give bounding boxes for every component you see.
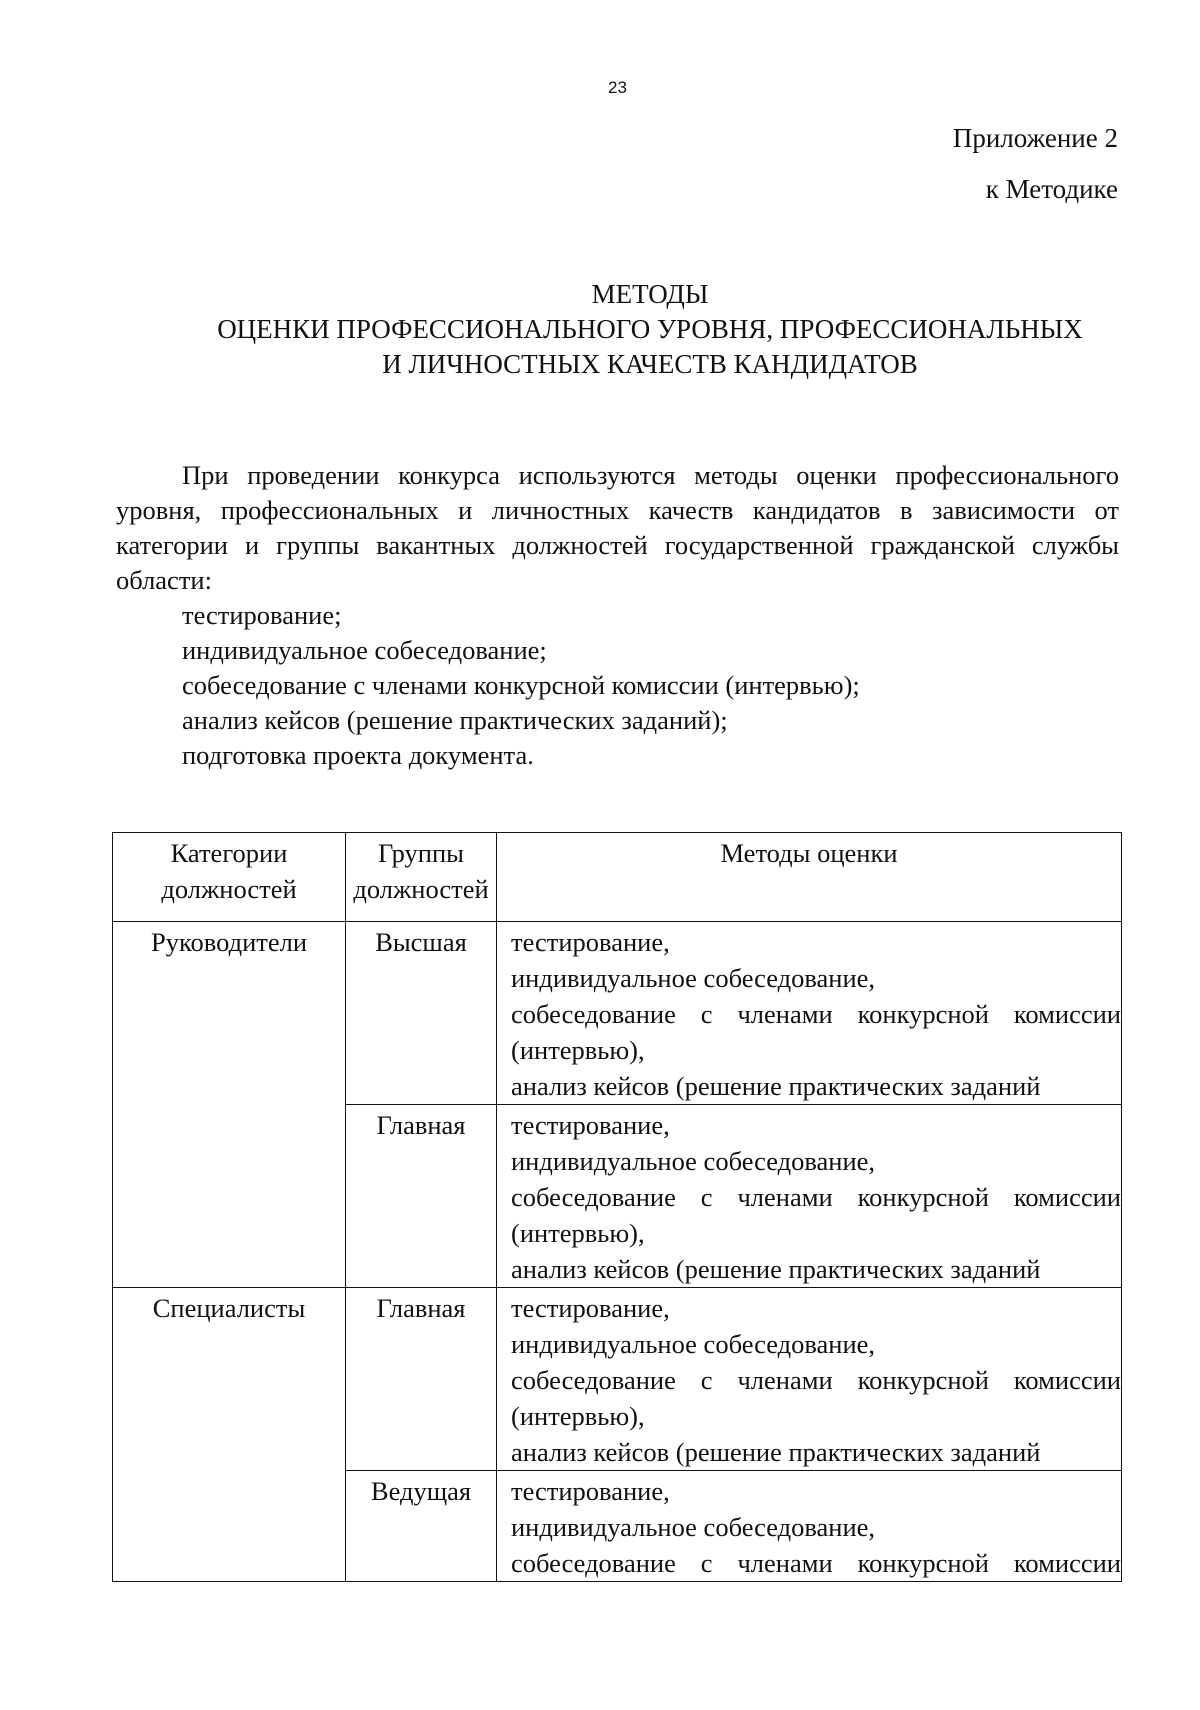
method-line: (интервью), xyxy=(511,1218,645,1248)
group-cell: Главная xyxy=(346,1105,497,1288)
category-cell: Руководители xyxy=(113,922,346,1288)
method-word: конкурсной xyxy=(857,1365,989,1395)
methods-cell xyxy=(497,1288,1122,1471)
list-item-draft-document: подготовка проекта документа. xyxy=(182,740,534,770)
method-word: комиссии xyxy=(1013,1548,1121,1578)
method-word: комиссии xyxy=(1013,1182,1121,1212)
group-cell: Ведущая xyxy=(346,1471,497,1582)
page-number: 23 xyxy=(608,78,627,97)
method-word: конкурсной xyxy=(857,999,989,1029)
method-word: с xyxy=(700,1548,713,1578)
table-header-row xyxy=(113,833,1122,922)
method-line: тестирование, xyxy=(511,1293,670,1323)
list-item-case-analysis: анализ кейсов (решение практических заданий); xyxy=(182,705,728,735)
title-line-2: ОЦЕНКИ ПРОФЕССИОНАЛЬНОГО УРОВНЯ, ПРОФЕССИОНАЛЬНЫХ xyxy=(217,314,1083,344)
list-item-individual-interview: индивидуальное собеседование; xyxy=(182,635,547,665)
method-word: членами xyxy=(737,1365,833,1395)
method-word: комиссии xyxy=(1013,1365,1121,1395)
method-word: с xyxy=(700,1182,713,1212)
method-line-justified xyxy=(511,1362,1121,1398)
method-word: собеседование xyxy=(511,1365,676,1395)
intro-paragraph: При проведении конкурса используются методы оценки профессионального уровня, профессиональных и личностных качеств кандидатов в зависимости от категории и группы вакантных должностей государственной гражданской службы области: xyxy=(116,460,1119,595)
group-cell: Высшая xyxy=(346,922,497,1105)
header-group-line-1: Группы xyxy=(378,838,464,868)
method-line-justified xyxy=(511,1545,1121,1581)
method-word: конкурсной xyxy=(857,1548,989,1578)
method-word: комиссии xyxy=(1013,999,1121,1029)
document-body xyxy=(116,458,1119,773)
method-word: конкурсной xyxy=(857,1182,989,1212)
methods-cell xyxy=(497,1105,1122,1288)
method-line: анализ кейсов (решение практических заданий xyxy=(511,1254,1041,1284)
method-line: (интервью), xyxy=(511,1401,645,1431)
table-row xyxy=(113,1288,1122,1471)
method-line: тестирование, xyxy=(511,927,670,957)
method-word: членами xyxy=(737,999,833,1029)
method-line: индивидуальное собеседование, xyxy=(511,1329,876,1359)
method-line: анализ кейсов (решение практических заданий xyxy=(511,1071,1041,1101)
header-category xyxy=(113,833,346,922)
group-cell: Главная xyxy=(346,1288,497,1471)
header-category-line-1: Категории xyxy=(170,838,288,868)
header-methods xyxy=(497,833,1122,922)
document-title xyxy=(140,277,1160,382)
method-line: индивидуальное собеседование, xyxy=(511,1146,876,1176)
method-line: анализ кейсов (решение практических заданий xyxy=(511,1437,1041,1467)
appendix-label: Приложение 2 xyxy=(952,123,1118,153)
category-cell: Специалисты xyxy=(113,1288,346,1582)
header-methods-label: Методы оценки xyxy=(720,838,898,868)
methods-table xyxy=(112,832,1122,1582)
header-group-line-2: должностей xyxy=(353,874,489,904)
method-line: индивидуальное собеседование, xyxy=(511,963,876,993)
method-word: членами xyxy=(737,1548,833,1578)
methods-cell xyxy=(497,1471,1122,1582)
method-word: членами xyxy=(737,1182,833,1212)
method-line: тестирование, xyxy=(511,1476,670,1506)
header-category-line-2: должностей xyxy=(161,874,297,904)
method-word: собеседование xyxy=(511,999,676,1029)
table-row xyxy=(113,922,1122,1105)
method-line-justified xyxy=(511,996,1121,1032)
method-line: индивидуальное собеседование, xyxy=(511,1512,876,1542)
method-word: с xyxy=(700,1365,713,1395)
header-group xyxy=(346,833,497,922)
method-line: (интервью), xyxy=(511,1035,645,1065)
method-line-justified xyxy=(511,1179,1121,1215)
list-item-testing: тестирование; xyxy=(182,600,342,630)
list-item-commission-interview: собеседование с членами конкурсной комиссии (интервью); xyxy=(182,670,860,700)
appendix-reference: к Методике xyxy=(985,174,1118,204)
title-line-1: МЕТОДЫ xyxy=(591,279,709,309)
method-word: собеседование xyxy=(511,1548,676,1578)
methods-cell xyxy=(497,922,1122,1105)
method-word: собеседование xyxy=(511,1182,676,1212)
method-line: тестирование, xyxy=(511,1110,670,1140)
title-line-3: И ЛИЧНОСТНЫХ КАЧЕСТВ КАНДИДАТОВ xyxy=(382,349,918,379)
method-word: с xyxy=(700,999,713,1029)
